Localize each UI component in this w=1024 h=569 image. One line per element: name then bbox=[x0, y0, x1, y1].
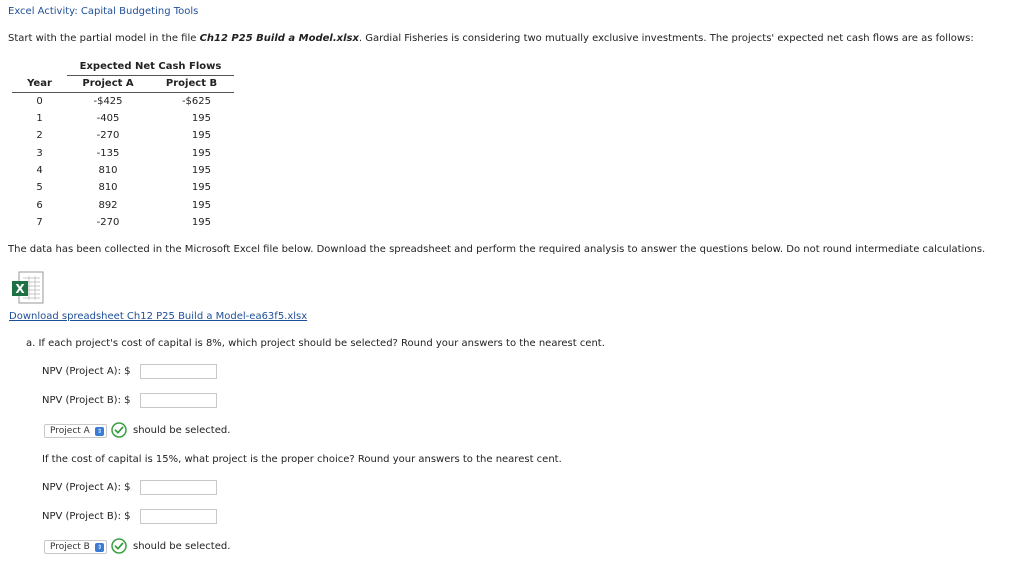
table-row bbox=[12, 144, 234, 161]
cell-year: 3 bbox=[36, 147, 43, 159]
table-row bbox=[12, 179, 234, 196]
cash-flow-table bbox=[12, 58, 234, 231]
table-group-header: Expected Net Cash Flows bbox=[67, 58, 234, 75]
download-spreadsheet-link[interactable]: Download spreadsheet Ch12 P25 Build a Model-ea63f5.xlsx bbox=[9, 311, 308, 322]
npv-a-input-8[interactable] bbox=[140, 364, 217, 379]
intro-filename: Ch12 P25 Build a Model.xlsx bbox=[199, 33, 359, 44]
check-circle-icon bbox=[111, 538, 127, 554]
table-row bbox=[12, 93, 234, 110]
npv-b-input-8[interactable] bbox=[140, 393, 217, 408]
intro-text bbox=[8, 33, 974, 44]
npv-b-label-8: NPV (Project B): $ bbox=[42, 395, 131, 406]
cell-project-b: 195 bbox=[191, 216, 211, 228]
data-note: The data has been collected in the Microsoft Excel file below. Download the spreadsheet and perform the required analysis to answer the questions below. Do not round intermediate calculations. bbox=[8, 244, 986, 255]
table-row bbox=[12, 127, 234, 144]
cell-project-a: -405 bbox=[96, 113, 120, 125]
cell-project-a: -$425 bbox=[93, 95, 123, 107]
project-choice-value-8: Project A bbox=[50, 426, 90, 436]
col-header-project-b: Project B bbox=[149, 75, 234, 92]
cell-year: 7 bbox=[36, 216, 43, 228]
col-header-project-a: Project A bbox=[67, 75, 149, 92]
cell-year: 0 bbox=[36, 95, 43, 107]
cell-project-a: -270 bbox=[96, 130, 120, 142]
table-row bbox=[12, 196, 234, 213]
excel-file-icon[interactable] bbox=[9, 271, 45, 305]
intro-prefix: Start with the partial model in the file bbox=[8, 33, 200, 44]
col-header-year: Year bbox=[12, 75, 67, 92]
select-spinner-icon: ⇕ bbox=[96, 428, 103, 435]
cell-project-a: 892 bbox=[98, 199, 118, 211]
choice-suffix-15: should be selected. bbox=[133, 541, 231, 552]
intro-suffix: . Gardial Fisheries is considering two mutually exclusive investments. The projects' expected net cash flows are as follows: bbox=[358, 33, 974, 44]
cell-project-b: 195 bbox=[191, 130, 211, 142]
npv-a-label-8: NPV (Project A): $ bbox=[42, 366, 131, 377]
select-spinner-icon: ⇕ bbox=[96, 544, 103, 551]
svg-text:X: X bbox=[15, 282, 25, 296]
table-row bbox=[12, 110, 234, 127]
cell-year: 2 bbox=[36, 130, 43, 142]
cell-project-b: -$625 bbox=[181, 95, 211, 107]
cell-year: 1 bbox=[36, 113, 43, 125]
cell-year: 4 bbox=[36, 164, 43, 176]
cell-project-a: -270 bbox=[96, 216, 120, 228]
cell-project-a: 810 bbox=[98, 182, 118, 194]
table-row bbox=[12, 162, 234, 179]
cell-project-a: -135 bbox=[96, 147, 120, 159]
cell-year: 6 bbox=[36, 199, 43, 211]
cell-year: 5 bbox=[36, 182, 43, 194]
question-a: a. If each project's cost of capital is 8%, which project should be selected? Round your answers to the nearest cent. bbox=[26, 338, 605, 349]
project-choice-select-15[interactable] bbox=[44, 540, 107, 554]
check-circle-icon bbox=[111, 422, 127, 438]
cell-project-b: 195 bbox=[191, 182, 211, 194]
page-title: Excel Activity: Capital Budgeting Tools bbox=[8, 6, 199, 17]
project-choice-value-15: Project B bbox=[50, 542, 90, 552]
project-choice-select-8[interactable] bbox=[44, 424, 107, 438]
cell-project-a: 810 bbox=[98, 164, 118, 176]
cell-project-b: 195 bbox=[191, 164, 211, 176]
npv-b-label-15: NPV (Project B): $ bbox=[42, 511, 131, 522]
npv-b-input-15[interactable] bbox=[140, 509, 217, 524]
npv-a-label-15: NPV (Project A): $ bbox=[42, 482, 131, 493]
npv-a-input-15[interactable] bbox=[140, 480, 217, 495]
question-b: If the cost of capital is 15%, what project is the proper choice? Round your answers to the nearest cent. bbox=[42, 454, 562, 465]
cell-project-b: 195 bbox=[191, 147, 211, 159]
choice-suffix-8: should be selected. bbox=[133, 425, 231, 436]
cell-project-b: 195 bbox=[191, 199, 211, 211]
cell-project-b: 195 bbox=[191, 113, 211, 125]
table-row bbox=[12, 214, 234, 231]
